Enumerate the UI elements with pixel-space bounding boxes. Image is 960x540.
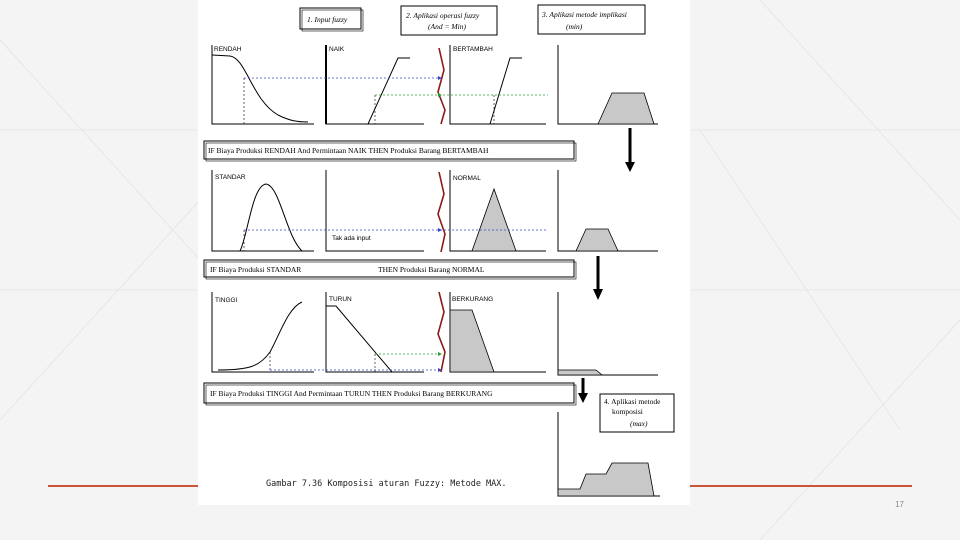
figure-svg: [198, 0, 690, 505]
header-fuzzy-operation: [401, 6, 497, 35]
zigzag-separator-3: [438, 292, 445, 372]
label-rendah: RENDAH: [214, 46, 242, 53]
header-1-text: 1. Input fuzzy: [307, 15, 348, 24]
zigzag-separator-2: [438, 172, 445, 252]
arrow-down-2: [593, 289, 603, 300]
header-2-line1: 2. Aplikasi operasi fuzzy: [406, 11, 480, 20]
rule-2-if-text: IF Biaya Produksi STANDAR: [210, 265, 302, 274]
composition-line3: (max): [630, 419, 648, 428]
page-number: 17: [895, 500, 904, 509]
accent-line-left: [48, 485, 198, 487]
rule-1-box: [204, 141, 576, 161]
fuzzy-composition-figure: [198, 0, 690, 505]
header-input-fuzzy: [300, 8, 363, 31]
row-3: [212, 292, 658, 375]
row-1: [212, 45, 658, 124]
zigzag-separator-1: [438, 48, 445, 124]
header-implication-method: [538, 5, 645, 34]
label-bertambah: BERTAMBAH: [453, 46, 493, 53]
label-turun: TURUN: [329, 296, 352, 303]
composition-method-box: [600, 394, 674, 432]
arrow-down-1: [625, 162, 635, 172]
composition-line1: 4. Aplikasi metode: [604, 397, 661, 406]
rule-2-box: [204, 260, 576, 279]
row-2: [212, 170, 658, 252]
figure-caption: Gambar 7.36 Komposisi aturan Fuzzy: Metode MAX.: [266, 479, 507, 489]
arrow-down-3: [578, 393, 588, 403]
rule-1-text: IF Biaya Produksi RENDAH And Permintaan NAIK THEN Produksi Barang BERTAMBAH: [208, 146, 489, 155]
rule-3-text: IF Biaya Produksi TINGGI And Permintaan TURUN THEN Produksi Barang BERKURANG: [210, 389, 493, 398]
rule-2-then-text: THEN Produksi Barang NORMAL: [378, 265, 485, 274]
label-normal: NORMAL: [453, 175, 481, 182]
rule-3-box: [204, 383, 576, 405]
label-standar: STANDAR: [215, 174, 246, 181]
label-tinggi: TINGGI: [215, 297, 238, 304]
header-2-line2: (And = Min): [428, 22, 466, 31]
accent-line-right: [690, 485, 912, 487]
composition-line2: komposisi: [612, 407, 643, 416]
header-3-line1: 3. Aplikasi metode implikasi: [542, 10, 627, 19]
label-tak-ada-input: Tak ada input: [332, 235, 371, 242]
header-3-line2: (min): [566, 22, 583, 31]
label-naik: NAIK: [329, 46, 345, 53]
label-berkurang: BERKURANG: [452, 296, 494, 303]
